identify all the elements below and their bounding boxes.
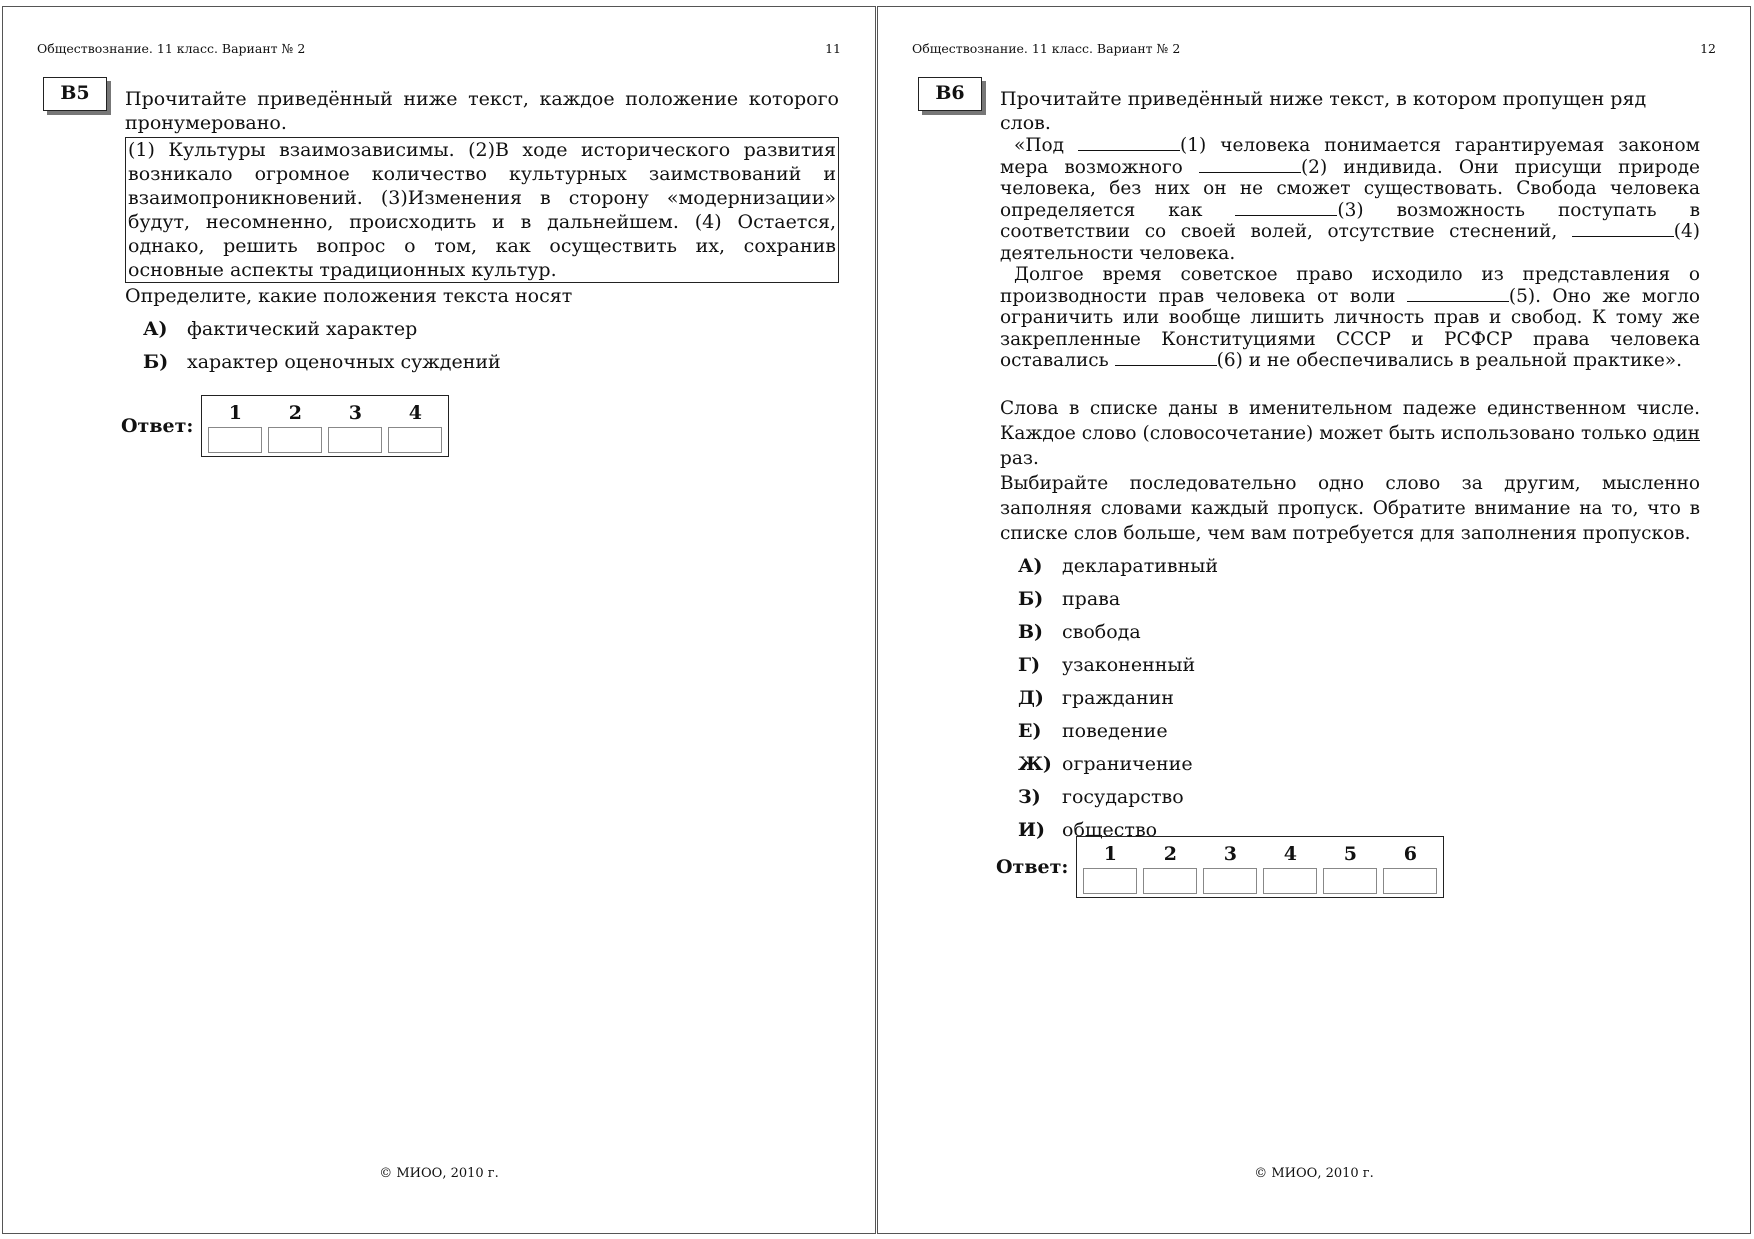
- word-option: Д) гражданин: [1018, 686, 1174, 709]
- answer-table: [1076, 836, 1444, 898]
- answer-column-number: 5: [1343, 843, 1358, 865]
- blank-5: [1407, 287, 1509, 302]
- answer-cell[interactable]: [268, 427, 322, 453]
- word-option: Г) узаконенный: [1018, 653, 1196, 676]
- options-list: [143, 317, 839, 383]
- answer-column-number: 2: [1163, 843, 1178, 865]
- answer-column-number: 4: [408, 402, 423, 424]
- answer-cell[interactable]: [208, 427, 262, 453]
- option-text: характер оценочных суждений: [187, 351, 501, 373]
- option-item: [143, 317, 839, 350]
- answer-column-number: 3: [1223, 843, 1238, 865]
- fill-in-paragraph-2: Долгое время советское право исходило из представления о производности прав человека от воли (5). Оно же могло ограничить или вообще лишить личность прав и свобод. К тому же закрепленные Конституциями СССР и РСФСР права человека оставались (6) и не обеспечивались в реальной практике».: [1000, 264, 1700, 371]
- word-option: И) общество: [1018, 818, 1158, 841]
- question-number-b6: В6: [918, 77, 982, 111]
- word-option: З) государство: [1018, 785, 1184, 808]
- answer-cell[interactable]: [328, 427, 382, 453]
- page-number: 12: [1700, 41, 1716, 56]
- question-intro: Прочитайте приведённый ниже текст, каждое положение которого пронумеровано.: [125, 88, 839, 134]
- option-letter: А): [143, 318, 168, 340]
- question-b6-body: [1000, 87, 1700, 851]
- page-header-title: Обществознание. 11 класс. Вариант № 2: [37, 41, 306, 56]
- word-option: В) свобода: [1018, 620, 1141, 643]
- page-left: [2, 6, 876, 1234]
- blank-4: [1572, 222, 1674, 237]
- answer-column-number: 1: [1103, 843, 1118, 865]
- page-right: [877, 6, 1751, 1234]
- answer-column-number: 1: [228, 402, 243, 424]
- word-option: Ж) ограничение: [1018, 752, 1193, 775]
- page-footer: © МИОО, 2010 г.: [1254, 1166, 1374, 1181]
- page-header-title: Обществознание. 11 класс. Вариант № 2: [912, 41, 1181, 56]
- option-text: фактический характер: [187, 318, 418, 340]
- numbered-text-box: (1) Культуры взаимозависимы. (2)В ходе исторического развития возникало огромное количество культурных заимствований и взаимопроникновений. (3)Изменения в сторону «модернизации» будут, несомненно, происходить и в дальнейшем. (4) Остается, однако, решить вопрос о том, как осуществить их, сохранив основные аспекты традиционных культур.: [125, 137, 839, 283]
- fill-in-paragraph-1: «Под (1) человека понимается гарантируемая законом мера возможного (2) индивида. Они присущи природе человека, без них он не сможет существовать. Свобода человека определяется как (3) возможность поступать в соответствии со своей волей, отсутствие стеснений, (4) деятельности человека.: [1000, 135, 1700, 264]
- answer-cell[interactable]: [1323, 868, 1377, 894]
- question-b5-body: [125, 87, 839, 383]
- word-option: Е) поведение: [1018, 719, 1168, 742]
- instruction-2: Выбирайте последовательно одно слово за другим, мысленно заполняя словами каждый пропуск. Обратите внимание на то, что в списке слов больше, чем вам потребуется для заполнения пропусков.: [1000, 472, 1700, 544]
- instruction-1: Слова в списке даны в именительном падеже единственном числе. Каждое слово (словосочетание) может быть использовано только один раз.: [1000, 397, 1700, 469]
- blank-1: [1078, 136, 1180, 151]
- word-option: А) декларативный: [1018, 554, 1219, 577]
- blank-2: [1199, 158, 1301, 173]
- question-intro: Прочитайте приведённый ниже текст, в котором пропущен ряд слов.: [1000, 88, 1647, 134]
- blank-3: [1235, 201, 1337, 216]
- word-list: [1018, 554, 1700, 851]
- option-letter: Б): [143, 351, 169, 373]
- answer-cell[interactable]: [388, 427, 442, 453]
- word-option: Б) права: [1018, 587, 1121, 610]
- option-item: [143, 350, 839, 383]
- answer-label: Ответ:: [121, 415, 194, 437]
- answer-cell[interactable]: [1383, 868, 1437, 894]
- answer-column-number: 6: [1403, 843, 1418, 865]
- answer-cell[interactable]: [1263, 868, 1317, 894]
- answer-table: [201, 395, 449, 457]
- answer-block: [121, 395, 449, 457]
- answer-cell[interactable]: [1083, 868, 1137, 894]
- question-task: Определите, какие положения текста носят: [125, 285, 573, 307]
- answer-column-number: 4: [1283, 843, 1298, 865]
- answer-cell[interactable]: [1143, 868, 1197, 894]
- answer-cell[interactable]: [1203, 868, 1257, 894]
- question-number-b5: В5: [43, 77, 107, 111]
- blank-6: [1115, 351, 1217, 366]
- answer-column-number: 3: [348, 402, 363, 424]
- page-number: 11: [825, 41, 841, 56]
- answer-label: Ответ:: [996, 856, 1069, 878]
- answer-column-number: 2: [288, 402, 303, 424]
- page-footer: © МИОО, 2010 г.: [379, 1166, 499, 1181]
- answer-block: [996, 836, 1444, 898]
